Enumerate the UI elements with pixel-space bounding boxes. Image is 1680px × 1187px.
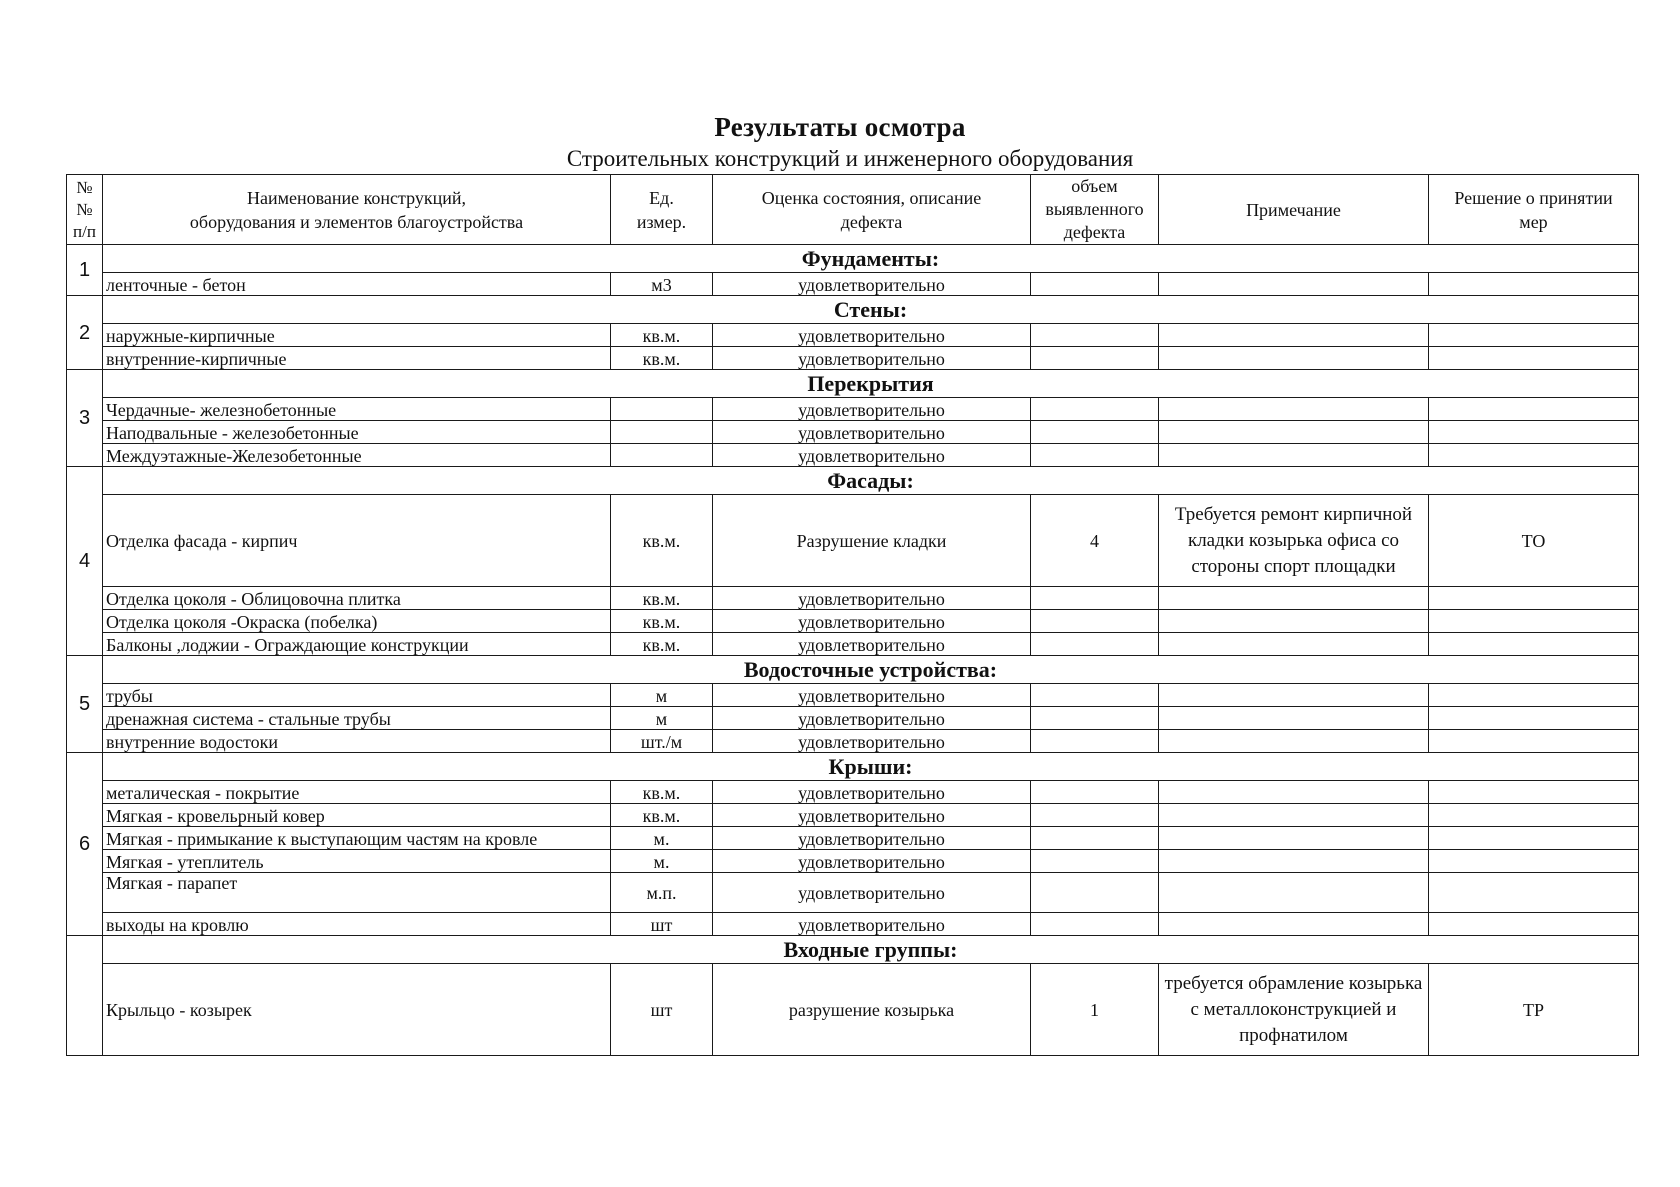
table-row bbox=[67, 827, 1639, 850]
item-name: Чердачные- железнобетонные bbox=[103, 398, 611, 421]
item-volume bbox=[1031, 913, 1159, 936]
section-number: 2 bbox=[67, 296, 103, 370]
item-volume bbox=[1031, 730, 1159, 753]
item-decision bbox=[1429, 347, 1639, 370]
table-row bbox=[67, 850, 1639, 873]
section-number: 4 bbox=[67, 467, 103, 656]
item-state: удовлетворительно bbox=[713, 444, 1031, 467]
section-header-row bbox=[67, 753, 1639, 781]
item-unit: кв.м. bbox=[611, 633, 713, 656]
item-volume bbox=[1031, 707, 1159, 730]
item-state: удовлетворительно bbox=[713, 398, 1031, 421]
item-name: внутренние-кирпичные bbox=[103, 347, 611, 370]
item-name: Наподвальные - железобетонные bbox=[103, 421, 611, 444]
document-subtitle: Строительных конструкций и инженерного оборудования bbox=[566, 146, 1134, 171]
item-unit: м3 bbox=[611, 273, 713, 296]
item-note bbox=[1159, 398, 1429, 421]
item-state: удовлетворительно bbox=[713, 587, 1031, 610]
item-decision bbox=[1429, 873, 1639, 913]
item-unit: кв.м. bbox=[611, 324, 713, 347]
item-note: Требуется ремонт кирпичной кладки козырька офиса со стороны спорт площадки bbox=[1159, 495, 1429, 587]
section-header-row bbox=[67, 296, 1639, 324]
section-header-row bbox=[67, 370, 1639, 398]
item-unit: кв.м. bbox=[611, 587, 713, 610]
item-unit: кв.м. bbox=[611, 347, 713, 370]
document-title: Результаты осмотра bbox=[714, 112, 966, 142]
item-state: удовлетворительно bbox=[713, 913, 1031, 936]
table-row bbox=[67, 707, 1639, 730]
item-note bbox=[1159, 421, 1429, 444]
table-row bbox=[67, 324, 1639, 347]
item-decision bbox=[1429, 324, 1639, 347]
section-number: 3 bbox=[67, 370, 103, 467]
table-row bbox=[67, 347, 1639, 370]
item-volume bbox=[1031, 781, 1159, 804]
item-state: удовлетворительно bbox=[713, 827, 1031, 850]
item-name: Отделка фасада - кирпич bbox=[103, 495, 611, 587]
section-number: 1 bbox=[67, 245, 103, 296]
item-note bbox=[1159, 707, 1429, 730]
item-name: внутренние водостоки bbox=[103, 730, 611, 753]
item-decision bbox=[1429, 444, 1639, 467]
section-header-row bbox=[67, 936, 1639, 964]
table-body bbox=[67, 245, 1639, 1056]
section-header-row bbox=[67, 467, 1639, 495]
item-decision bbox=[1429, 804, 1639, 827]
item-state: удовлетворительно bbox=[713, 273, 1031, 296]
item-name: Крыльцо - козырек bbox=[103, 964, 611, 1056]
header-state: Оценка состояния, описание дефекта bbox=[713, 175, 1031, 245]
header-row bbox=[67, 175, 1639, 245]
item-unit bbox=[611, 421, 713, 444]
item-name: Отделка цоколя - Облицовочна плитка bbox=[103, 587, 611, 610]
item-unit: шт./м bbox=[611, 730, 713, 753]
item-decision bbox=[1429, 398, 1639, 421]
section-number bbox=[67, 936, 103, 1056]
item-name: выходы на кровлю bbox=[103, 913, 611, 936]
item-unit: м bbox=[611, 707, 713, 730]
item-decision: ТО bbox=[1429, 495, 1639, 587]
item-decision bbox=[1429, 421, 1639, 444]
section-number: 6 bbox=[67, 753, 103, 936]
section-header-row bbox=[67, 656, 1639, 684]
item-state: удовлетворительно bbox=[713, 684, 1031, 707]
item-state: удовлетворительно bbox=[713, 610, 1031, 633]
item-name: металическая - покрытие bbox=[103, 781, 611, 804]
section-title: Крыши: bbox=[103, 753, 1639, 781]
table-row bbox=[67, 273, 1639, 296]
item-volume: 1 bbox=[1031, 964, 1159, 1056]
header-decision: Решение о принятии мер bbox=[1429, 175, 1639, 245]
item-decision bbox=[1429, 913, 1639, 936]
item-note bbox=[1159, 873, 1429, 913]
header-num: № № п/п bbox=[67, 175, 103, 245]
item-unit: м. bbox=[611, 850, 713, 873]
item-unit: кв.м. bbox=[611, 804, 713, 827]
item-volume bbox=[1031, 587, 1159, 610]
item-volume bbox=[1031, 873, 1159, 913]
item-decision bbox=[1429, 684, 1639, 707]
item-note bbox=[1159, 587, 1429, 610]
item-note bbox=[1159, 324, 1429, 347]
item-note bbox=[1159, 850, 1429, 873]
section-title: Водосточные устройства: bbox=[103, 656, 1639, 684]
item-volume bbox=[1031, 444, 1159, 467]
table-row bbox=[67, 964, 1639, 1056]
item-name: Отделка цоколя -Окраска (побелка) bbox=[103, 610, 611, 633]
header-volume: объем выявленного дефекта bbox=[1031, 175, 1159, 245]
table-row bbox=[67, 421, 1639, 444]
item-unit: м bbox=[611, 684, 713, 707]
item-volume bbox=[1031, 347, 1159, 370]
item-volume bbox=[1031, 684, 1159, 707]
item-volume bbox=[1031, 633, 1159, 656]
item-note bbox=[1159, 827, 1429, 850]
section-title: Перекрытия bbox=[103, 370, 1639, 398]
table-row bbox=[67, 398, 1639, 421]
table-row bbox=[67, 587, 1639, 610]
item-state: удовлетворительно bbox=[713, 324, 1031, 347]
table-row bbox=[67, 804, 1639, 827]
item-name: Междуэтажные-Железобетонные bbox=[103, 444, 611, 467]
item-state: разрушение козырька bbox=[713, 964, 1031, 1056]
table-row bbox=[67, 633, 1639, 656]
item-state: удовлетворительно bbox=[713, 804, 1031, 827]
item-volume bbox=[1031, 398, 1159, 421]
item-decision: ТР bbox=[1429, 964, 1639, 1056]
section-title: Стены: bbox=[103, 296, 1639, 324]
table-row bbox=[67, 913, 1639, 936]
item-note bbox=[1159, 684, 1429, 707]
header-unit: Ед. измер. bbox=[611, 175, 713, 245]
item-unit: шт bbox=[611, 913, 713, 936]
item-volume bbox=[1031, 421, 1159, 444]
item-decision bbox=[1429, 850, 1639, 873]
item-volume bbox=[1031, 850, 1159, 873]
header-note: Примечание bbox=[1159, 175, 1429, 245]
item-state: удовлетворительно bbox=[713, 850, 1031, 873]
item-note bbox=[1159, 804, 1429, 827]
item-unit bbox=[611, 398, 713, 421]
item-decision bbox=[1429, 633, 1639, 656]
item-decision bbox=[1429, 587, 1639, 610]
item-volume: 4 bbox=[1031, 495, 1159, 587]
item-state: удовлетворительно bbox=[713, 633, 1031, 656]
table-row bbox=[67, 781, 1639, 804]
item-note bbox=[1159, 913, 1429, 936]
section-title: Входные группы: bbox=[103, 936, 1639, 964]
table-row bbox=[67, 684, 1639, 707]
item-decision bbox=[1429, 610, 1639, 633]
item-note: требуется обрамление козырька с металлоконструкцией и профнатилом bbox=[1159, 964, 1429, 1056]
section-number: 5 bbox=[67, 656, 103, 753]
item-name: Балконы ,лоджии - Ограждающие конструкции bbox=[103, 633, 611, 656]
item-unit bbox=[611, 444, 713, 467]
item-state: удовлетворительно bbox=[713, 707, 1031, 730]
item-state: Разрушение кладки bbox=[713, 495, 1031, 587]
item-note bbox=[1159, 347, 1429, 370]
section-title: Фундаменты: bbox=[103, 245, 1639, 273]
item-name: Мягкая - примыкание к выступающим частям на кровле bbox=[103, 827, 611, 850]
table-row bbox=[67, 444, 1639, 467]
section-title: Фасады: bbox=[103, 467, 1639, 495]
item-unit: м.п. bbox=[611, 873, 713, 913]
table-row bbox=[67, 873, 1639, 913]
item-state: удовлетворительно bbox=[713, 781, 1031, 804]
item-name: ленточные - бетон bbox=[103, 273, 611, 296]
table-row bbox=[67, 495, 1639, 587]
item-state: удовлетворительно bbox=[713, 347, 1031, 370]
item-decision bbox=[1429, 781, 1639, 804]
table-row bbox=[67, 610, 1639, 633]
item-note bbox=[1159, 444, 1429, 467]
item-note bbox=[1159, 610, 1429, 633]
item-name: трубы bbox=[103, 684, 611, 707]
header-name: Наименование конструкций, оборудования и элементов благоустройства bbox=[103, 175, 611, 245]
item-name: Мягкая - утеплитель bbox=[103, 850, 611, 873]
item-state: удовлетворительно bbox=[713, 730, 1031, 753]
item-volume bbox=[1031, 324, 1159, 347]
item-name: дренажная система - стальные трубы bbox=[103, 707, 611, 730]
section-header-row bbox=[67, 245, 1639, 273]
item-unit: кв.м. bbox=[611, 781, 713, 804]
item-note bbox=[1159, 633, 1429, 656]
item-state: удовлетворительно bbox=[713, 873, 1031, 913]
item-note bbox=[1159, 273, 1429, 296]
inspection-table bbox=[66, 174, 1639, 1056]
item-decision bbox=[1429, 273, 1639, 296]
item-note bbox=[1159, 781, 1429, 804]
item-volume bbox=[1031, 610, 1159, 633]
item-unit: шт bbox=[611, 964, 713, 1056]
table-row bbox=[67, 730, 1639, 753]
item-name: Мягкая - кровельрный ковер bbox=[103, 804, 611, 827]
item-decision bbox=[1429, 707, 1639, 730]
item-decision bbox=[1429, 730, 1639, 753]
item-volume bbox=[1031, 273, 1159, 296]
item-name: наружные-кирпичные bbox=[103, 324, 611, 347]
item-name: Мягкая - парапет bbox=[103, 873, 611, 913]
item-volume bbox=[1031, 827, 1159, 850]
item-unit: кв.м. bbox=[611, 610, 713, 633]
item-decision bbox=[1429, 827, 1639, 850]
item-note bbox=[1159, 730, 1429, 753]
item-unit: м. bbox=[611, 827, 713, 850]
item-unit: кв.м. bbox=[611, 495, 713, 587]
item-state: удовлетворительно bbox=[713, 421, 1031, 444]
item-volume bbox=[1031, 804, 1159, 827]
